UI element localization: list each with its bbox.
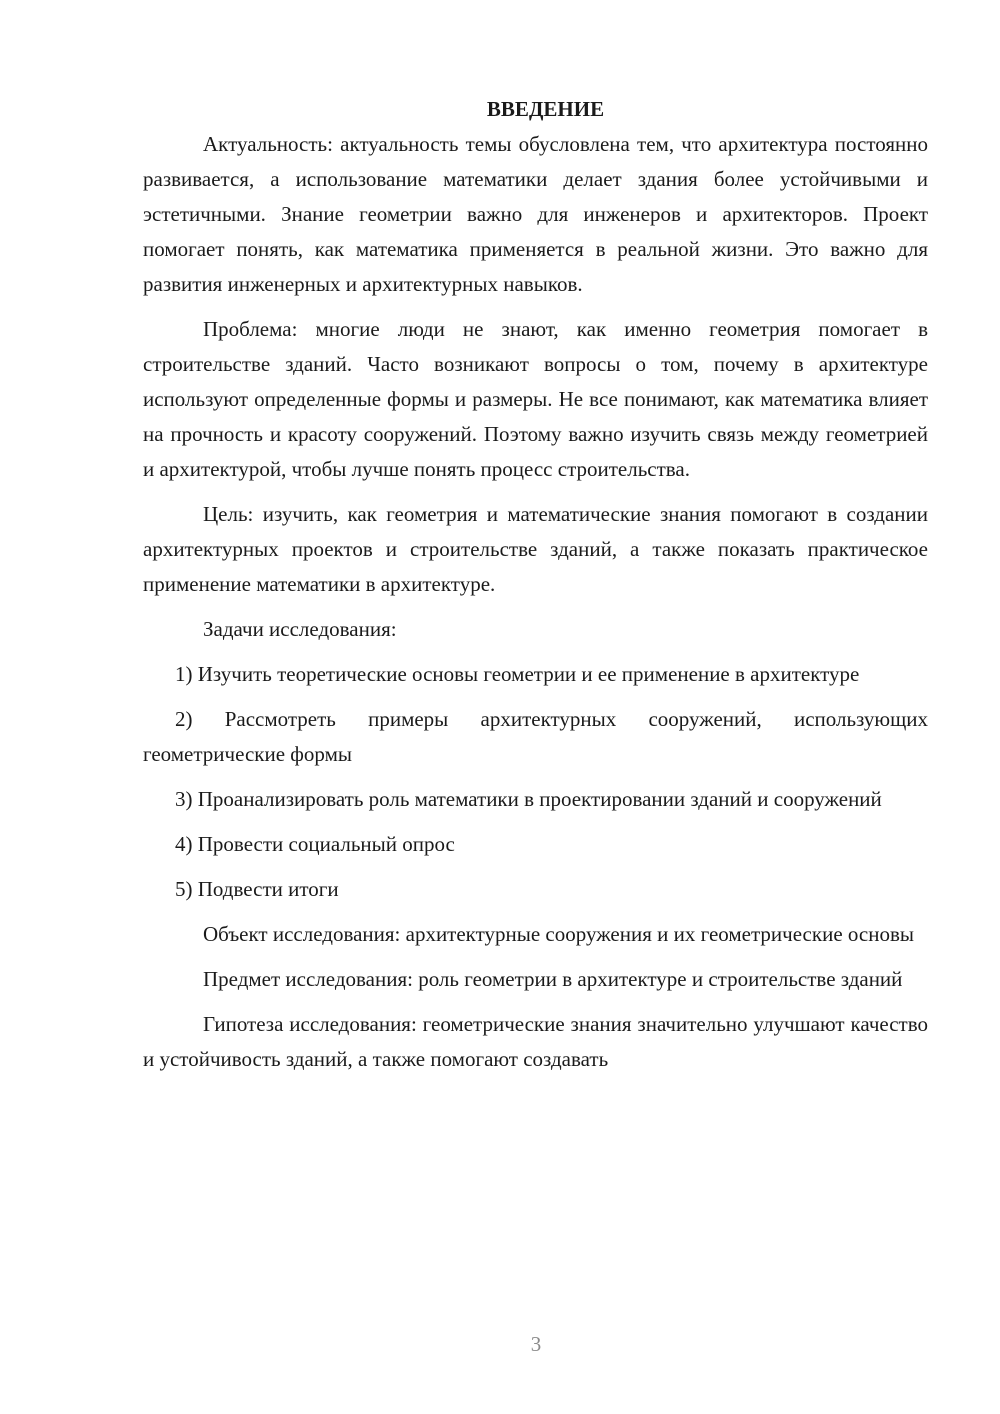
paragraph-actuality: Актуальность: актуальность темы обусловлена тем, что архитектура постоянно развивается, а использование математики делает здания более устойчивыми и эстетичными. Знание геометрии важно для инженеров и архитекторов. Проект помогает понять, как математика применяется в реальной жизни. Это важно для развития инженерных и архитектурных навыков. bbox=[143, 132, 928, 296]
page-number: 3 bbox=[530, 1332, 542, 1356]
paragraph-object: Объект исследования: архитектурные сооружения и их геометрические основы bbox=[203, 922, 914, 946]
task-item-5: 5) Подвести итоги bbox=[175, 877, 339, 901]
paragraph-goal: Цель: изучить, как геометрия и математические знания помогают в создании архитектурных проектов и строительстве зданий, а также показать практическое применение математики в архитектуре. bbox=[143, 502, 928, 596]
task-item-2: 2) Рассмотреть примеры архитектурных сооружений, использующих геометрические формы bbox=[143, 707, 928, 766]
paragraph-subject: Предмет исследования: роль геометрии в архитектуре и строительстве зданий bbox=[203, 967, 903, 991]
paragraph-hypothesis: Гипотеза исследования: геометрические знания значительно улучшают качество и устойчивость зданий, а также помогают создавать bbox=[143, 1012, 928, 1071]
document-page bbox=[143, 92, 928, 1077]
section-title: ВВЕДЕНИЕ bbox=[486, 97, 605, 121]
tasks-heading: Задачи исследования: bbox=[203, 617, 397, 641]
task-item-4: 4) Провести социальный опрос bbox=[175, 832, 455, 856]
paragraph-problem: Проблема: многие люди не знают, как именно геометрия помогает в строительстве зданий. Часто возникают вопросы о том, почему в архитектуре используют определенные формы и размеры. Не все понимают, как математика влияет на прочность и красоту сооружений. Поэтому важно изучить связь между геометрией и архитектурой, чтобы лучше понять процесс строительства. bbox=[143, 317, 928, 481]
task-item-1: 1) Изучить теоретические основы геометрии и ее применение в архитектуре bbox=[175, 662, 860, 686]
task-item-3: 3) Проанализировать роль математики в проектировании зданий и сооружений bbox=[175, 787, 882, 811]
